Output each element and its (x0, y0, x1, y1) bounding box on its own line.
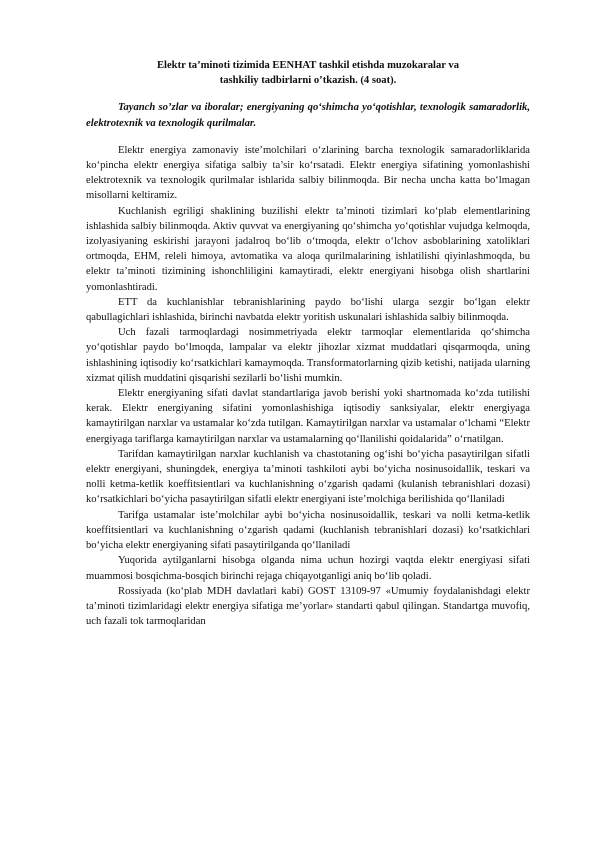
document-page (86, 58, 530, 629)
title-line-1: Elektr ta’minoti tizimida EENHAT tashkil etishda muzokaralar va (156, 60, 460, 71)
body-paragraph-3: ETT da kuchlanishlar tebranishlarining paydo bo‘lishi ularga sezgir bo‘lgan elektr qabullagichlari ishlashida, birinchi navbatda elektr yoritish uskunalari ishlashida salbiy bilinmoqda. (86, 296, 530, 324)
document-title (86, 58, 530, 88)
body-paragraph-9: Rossiyada (ko‘plab MDH davlatlari kabi) GOST 13109-97 «Umumiy foydalanishdagi elektr ta’minoti tizimlaridagi elektr energiya sifatiga me’yorlar» standarti qabul qilingan. Standartga muvofiq, uch fazali tok tarmoqlaridan (86, 585, 530, 628)
body-paragraph-2: Kuchlanish egriligi shaklining buzilishi elektr ta’minoti tizimlari ko‘plab elementlarining ishlashida salbiy bilinmoqda. Aktiv quvvat va energiyaning qo‘shimcha yo‘qotishlar vujudga kelmoqda, izolyasiyaning eskirishi jarayoni jadalroq bo‘lib o‘tmoqda, elektr o‘lchov asboblarining xatoliklari ortmoqda, EHM, releli himoya, avtomatika va aloqa qurilmalarining ishlatilishi qiyinlashmoqda, bu elektr ta’minoti tizimining ishonchliligini kamaytiradi, elektr energiyani hisobga olish shartlarini yomonlashtiradi. (86, 205, 530, 293)
body-paragraph-4: Uch fazali tarmoqlardagi nosimmetriyada elektr tarmoqlar elementlarida qo‘shimcha yo‘qotishlar paydo bo‘lmoqda, lampalar va elektr jihozlar xizmat muddatlari qisqarmoqda, uning ishlashining iqtisodiy ko‘rsatkichlari kamaymoqda. Transformatorlarning qizib ketishi, natijada ularning xizmat qilish muddatini qisqarishi sezilarli bo‘lishi mumkin. (86, 327, 530, 384)
title-line-2: tashkiliy tadbirlarni o’tkazish. (4 soat). (219, 75, 397, 87)
body-paragraph-7: Tarifga ustamalar iste’molchilar aybi bo‘yicha nosinusoidallik, teskari va nolli ketma-ketlik koeffitsientlari va kuchlanishning o‘zgarish qadami (kuchlanish tebranishlari dozasi) ko‘rsatkichlari bo‘yicha elektr energiyaning sifati pasaytirilganda qo‘llaniladi (86, 509, 530, 552)
body-paragraph-1: Elektr energiya zamonaviy iste’molchilari o‘zlarining barcha texnologik samaradorliklarida ko‘pincha elektr energiya sifatiga salbiy ta’sir ko‘rsatadi. Elektr energiya sifatining yomonlashishi elektrotexnik va texnologik qurilmalar ishlarida salbiy bilinmoqda. Bir necha uncha katta bo‘lmagan misollarni keltiramiz. (86, 144, 530, 202)
keywords-paragraph: Tayanch so’zlar va iboralar; energiyaning qo‘shimcha yo‘qotishlar, texnologik samaradorlik, elektrotexnik va texnologik qurilmalar. (86, 102, 530, 129)
body-paragraph-5: Elektr energiyaning sifati davlat standartlariga javob berishi yoki shartnomada ko‘zda tutilishi kerak. Elektr energiyaning sifatini yomonlashishiga iqtisodiy sanksiyalar, elektr energiyaga kamaytirilgan narxlar va ustamalar ko‘zda tutilgan. Kamaytirilgan narxlar va ustamalar o‘lchami “Elektr energiyaga tariflarga kamaytirilgan narxlar va ustamalarning qo‘llanilishi qoidalarida” o‘rnatilgan. (86, 388, 530, 445)
body-paragraph-8: Yuqorida aytilganlarni hisobga olganda nima uchun hozirgi vaqtda elektr energiyasi sifati muammosi bosqichma-bosqich birinchi rejaga chiqayotganligi aniq bo‘lib qoladi. (86, 555, 530, 582)
body-paragraph-6: Tarifdan kamaytirilgan narxlar kuchlanish va chastotaning og‘ishi bo‘yicha pasaytirilgan sifatli elektr energiyani, shuningdek, energiya ta’minoti tashkiloti aybi bo‘yicha nosinusoidallik, teskari va nolli ketma-ketlik koeffitsientlari va kuchlanishning o‘zgarish qadami (kulanish tebranishlari dozasi) ko‘rsatkichlari bo‘yicha pasaytirilgan sifatli elektr energiyani iste’molchiga berilishida qo‘llaniladi (86, 448, 530, 506)
